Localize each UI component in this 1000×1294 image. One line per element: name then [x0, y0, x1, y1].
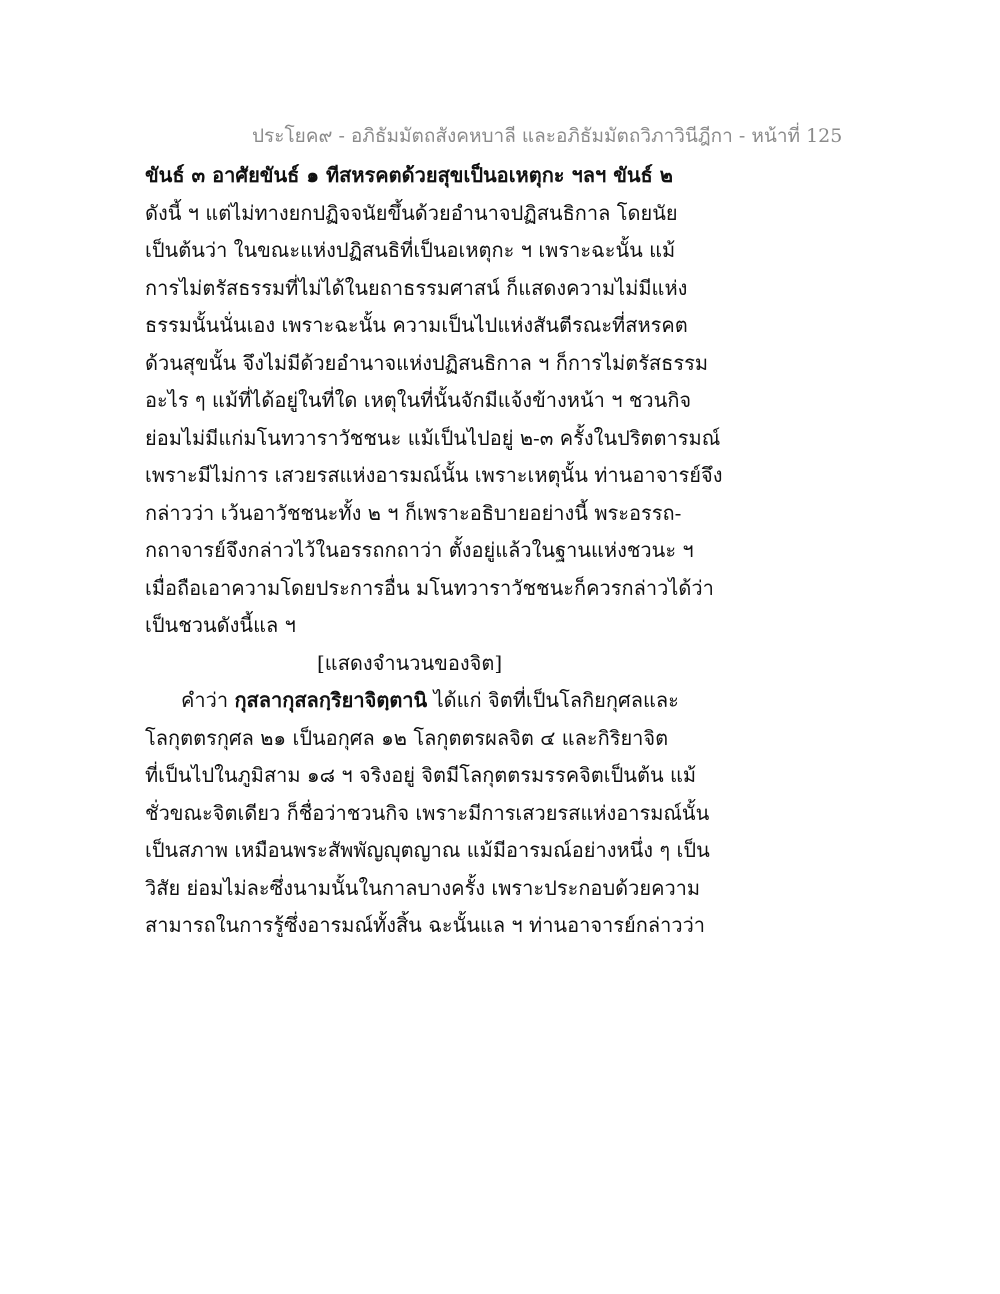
- paragraph-line: วิสัย ย่อมไม่ละซึ่งนามนั้นในกาลบางครั้ง เพราะประกอบด้วยความ: [145, 875, 701, 900]
- section-heading: [แสดงจำนวนของจิต]: [317, 650, 503, 675]
- running-header: ประโยค๙ - อภิธัมมัตถสังคหบาลี และอภิธัมมัตถวิภาวินีฎีกา - หน้าที่ 125: [252, 125, 843, 147]
- paragraph-line: สามารถในการรู้ซึ่งอารมณ์ทั้งสิ้น ฉะนั้นแล ฯ ท่านอาจารย์กล่าวว่า: [145, 913, 706, 937]
- paragraph-line: ดังนี้ ฯ แต่ไม่ทางยกปฏิจจนัยขึ้นด้วยอำนาจปฏิสนธิกาล โดยนัย: [145, 200, 678, 225]
- paragraph-line: ชั่วขณะจิตเดียว ก็ชื่อว่าชวนกิจ เพราะมีการเสวยรสแห่งอารมณ์นั้น: [145, 800, 710, 825]
- paragraph-line: กล่าวว่า เว้นอาวัชชนะทั้ง ๒ ฯ ก็เพราะอธิบายอย่างนี้ พระอรรถ-: [145, 500, 682, 525]
- paragraph-line: ธรรมนั้นนั่นเอง เพราะฉะนั้น ความเป็นไปแห่งสันตีรณะที่สหรคต: [145, 313, 688, 337]
- paragraph-line: กถาจารย์จึงกล่าวไว้ในอรรถกถาว่า ตั้งอยู่แล้วในฐานแห่งชวนะ ฯ: [145, 538, 694, 562]
- paragraph-lead: คำว่า: [181, 688, 235, 712]
- paragraph-line: ที่เป็นไปในภูมิสาม ๑๘ ฯ จริงอยู่ จิตมีโลกุตตรมรรคจิตเป็นต้น แม้: [145, 763, 697, 787]
- paragraph-line: การไม่ตรัสธรรมที่ไม่ได้ในยถาธรรมศาสน์ ก็แสดงความไม่มีแห่ง: [145, 275, 688, 300]
- pali-term: กุสลากุสลกฺริยาจิตฺตานิ: [234, 688, 428, 712]
- paragraph-line: เป็นชวนดังนี้แล ฯ: [145, 613, 296, 637]
- paragraph-line: ย่อมไม่มีแก่มโนทวาราวัชชนะ แม้เป็นไปอยู่ ๒-๓ ครั้งในปริตตารมณ์: [145, 425, 721, 450]
- paragraph-first-line-rest: ได้แก่ จิตที่เป็นโลกิยกุศลและ: [427, 688, 679, 712]
- body-text: [145, 157, 785, 945]
- paragraph-line: เมื่อถือเอาความโดยประการอื่น มโนทวาราวัชชนะก็ควรกล่าวได้ว่า: [145, 575, 714, 600]
- paragraph-line: ขันธ์ ๓ อาศัยขันธ์ ๑ ทีสหรคตด้วยสุขเป็นอเหตุกะ ฯลฯ ขันธ์ ๒: [145, 163, 673, 187]
- paragraph-line: เป็นต้นว่า ในขณะแห่งปฏิสนธิที่เป็นอเหตุกะ ฯ เพราะฉะนั้น แม้: [145, 238, 676, 262]
- paragraph-line: ด้วนสุขนั้น จึงไม่มีด้วยอำนาจแห่งปฏิสนธิกาล ฯ ก็การไม่ตรัสธรรม: [145, 350, 709, 375]
- paragraph-first-line: [145, 682, 785, 720]
- paragraph-line: อะไร ๆ แม้ที่ได้อยู่ในที่ใด เหตุในที่นั้นจักมีแจ้งข้างหน้า ฯ ชวนกิจ: [145, 388, 692, 412]
- paragraph-line: เพราะมีไม่การ เสวยรสแห่งอารมณ์นั้น เพราะเหตุนั้น ท่านอาจารย์จึง: [145, 463, 723, 487]
- paragraph-line: เป็นสภาพ เหมือนพระสัพพัญญุตญาณ แม้มีอารมณ์อย่างหนึ่ง ๆ เป็น: [145, 838, 710, 862]
- paragraph-line: โลกุตตรกุศล ๒๑ เป็นอกุศล ๑๒ โลกุตตรผลจิต ๔ และกิริยาจิต: [145, 725, 669, 750]
